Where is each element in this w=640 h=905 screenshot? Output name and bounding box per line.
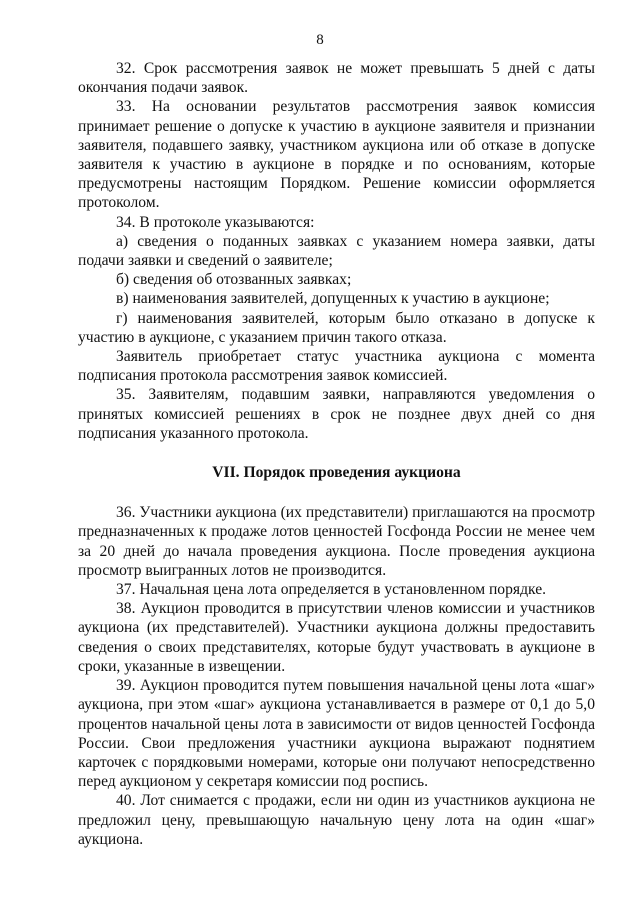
paragraph-40: 40. Лот снимается с продажи, если ни один из участников аукциона не предложил цену, превышающую начальную цену лота на один «шаг» аукциона. (78, 792, 595, 848)
paragraph-35: 35. Заявителям, подавшим заявки, направляются уведомления о принятых комиссией решениях в срок не позднее двух дней со дня подписания указанного протокола. (78, 386, 595, 442)
paragraph-status: Заявитель приобретает статус участника аукциона с момента подписания протокола рассмотрения заявок комиссией. (78, 348, 595, 385)
paragraph-33: 33. На основании результатов рассмотрения заявок комиссия принимает решение о допуске к участию в аукционе заявителя и признании заявителя, подавшего заявку, участником аукциона или об отказе в допуске заявителя к участию в аукционе в порядке и по основаниям, которые предусмотрены настоящим Порядком. Решение комиссии оформляется протоколом. (78, 98, 595, 212)
paragraph-37: 37. Начальная цена лота определяется в установленном порядке. (116, 581, 547, 599)
list-item-v: в) наименования заявителей, допущенных к участию в аукционе; (116, 290, 550, 308)
section-heading: VII. Порядок проведения аукциона (212, 464, 461, 482)
paragraph-32: 32. Срок рассмотрения заявок не может превышать 5 дней с даты окончания подачи заявок. (78, 60, 595, 97)
list-item-a: а) сведения о поданных заявках с указанием номера заявки, даты подачи заявки и сведений о заявителе; (78, 232, 595, 270)
paragraph-36: 36. Участники аукциона (их представители) приглашаются на просмотр предназначенных к продаже лотов ценностей Госфонда России не менее чем за 20 дней до начала проведения аукциона. После проведения аукциона просмотр выигранных лотов не производится. (78, 504, 595, 579)
page-number: 8 (316, 32, 324, 48)
paragraph-39: 39. Аукцион проводится путем повышения начальной цены лота «шаг» аукциона, при этом «шаг» аукциона устанавливается в размере от 0,1 до 5,0 процентов начальной цены лота в зависимости от видов ценностей Госфонда России. Свои предложения участники аукциона выражают поднятием карточек с порядковыми номерами, которые они получают непосредственно перед аукционом у секретаря комиссии под роспись. (78, 677, 595, 791)
paragraph-38: 38. Аукцион проводится в присутствии членов комиссии и участников аукциона (их представителей). Участники аукциона должны предоставить сведения о своих представителях, которые будут участвовать в аукционе в сроки, указанные в извещении. (78, 600, 595, 675)
document-body (78, 59, 595, 849)
paragraph-34: 34. В протоколе указываются: (116, 213, 315, 231)
list-item-b: б) сведения об отозванных заявках; (116, 271, 352, 289)
list-item-g: г) наименования заявителей, которым было отказано в допуске к участию в аукционе, с указанием причин такого отказа. (78, 309, 595, 346)
